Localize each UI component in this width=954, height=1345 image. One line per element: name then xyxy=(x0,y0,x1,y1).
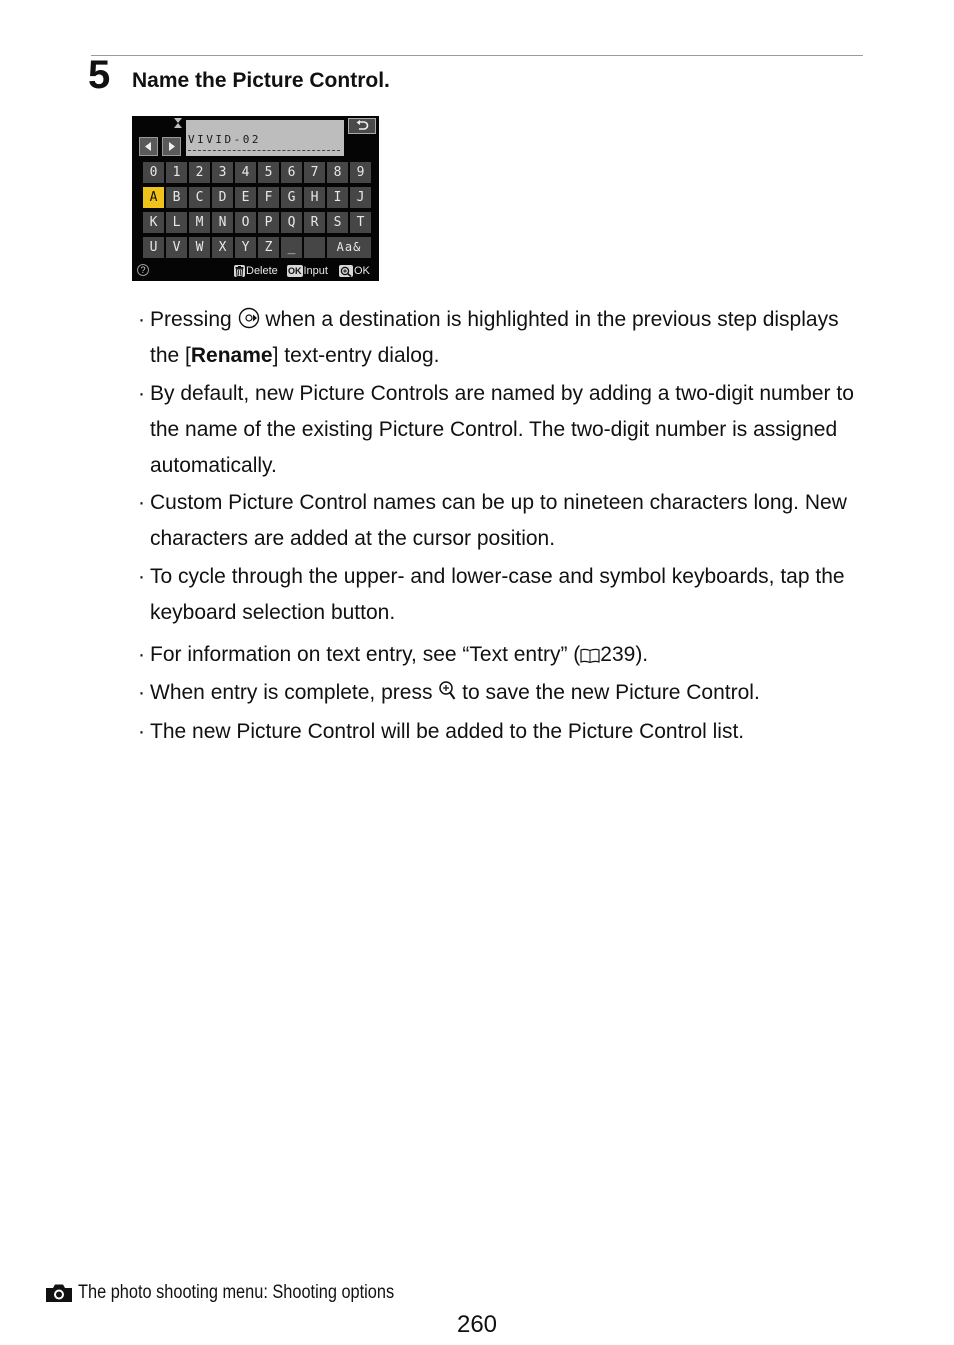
ok-hint-label: OK xyxy=(354,265,370,277)
keyboard-switch-button[interactable]: Aa& xyxy=(327,237,371,258)
bullet-item: · The new Picture Control will be added to the Picture Control list. xyxy=(138,714,858,750)
field-underline xyxy=(188,150,340,151)
key-space[interactable] xyxy=(304,237,325,258)
section-footer: The photo shooting menu: Shooting options xyxy=(78,1282,395,1303)
key[interactable]: J xyxy=(350,187,371,208)
key[interactable]: 0 xyxy=(143,162,164,183)
cursor-icon xyxy=(172,117,184,129)
key[interactable]: L xyxy=(166,212,187,233)
bullet-text: when a destination is highlighted in the previous step displays the [ xyxy=(150,308,839,367)
key[interactable]: Q xyxy=(281,212,302,233)
bullet-text: When entry is complete, press xyxy=(150,681,433,704)
bullet-item: · Custom Picture Control names can be up to nineteen characters long. New characters are added at the cursor position. xyxy=(138,485,858,557)
bullet-text: Pressing xyxy=(150,308,232,331)
multi-selector-right-icon xyxy=(238,307,260,329)
key[interactable]: U xyxy=(143,237,164,258)
back-button[interactable] xyxy=(348,118,376,134)
key[interactable]: 1 xyxy=(166,162,187,183)
key[interactable]: 8 xyxy=(327,162,348,183)
step-title: Name the Picture Control. xyxy=(132,69,390,92)
cursor-left-button[interactable] xyxy=(139,137,158,156)
key-selected[interactable]: A xyxy=(143,187,164,208)
bullet-item: · Pressing when a destination is highlighted in the previous step displays the [Rename] text-entry dialog. xyxy=(138,308,839,367)
key[interactable]: I xyxy=(327,187,348,208)
key[interactable]: O xyxy=(235,212,256,233)
bullet-text: Custom Picture Control names can be up to nineteen characters long. New characters are added at the cursor position. xyxy=(150,491,847,550)
bullet-text: ] text-entry dialog. xyxy=(272,344,440,367)
ok-hint xyxy=(339,265,370,278)
cursor-right-button[interactable] xyxy=(162,137,181,156)
key[interactable]: B xyxy=(166,187,187,208)
bullet-text: By default, new Picture Controls are named by adding a two-digit number to the name of the existing Picture Control. The two-digit number is assigned automatically. xyxy=(150,382,854,477)
key[interactable]: 3 xyxy=(212,162,233,183)
key[interactable]: M xyxy=(189,212,210,233)
key-underscore[interactable]: _ xyxy=(281,237,302,258)
camera-icon xyxy=(45,1283,73,1303)
name-field[interactable] xyxy=(186,120,344,156)
key[interactable]: 6 xyxy=(281,162,302,183)
trash-icon xyxy=(234,265,245,277)
left-arrow-icon xyxy=(144,142,153,151)
bullet-text: to save the new Picture Control. xyxy=(462,681,760,704)
rename-screen xyxy=(132,116,379,281)
input-hint xyxy=(287,265,328,278)
bullet-item: · By default, new Picture Controls are named by adding a two-digit number to the name of the existing Picture Control. The two-digit number is assigned automatically. xyxy=(138,376,858,484)
book-icon xyxy=(580,648,600,664)
bullet-text: The new Picture Control will be added to the Picture Control list. xyxy=(150,720,745,743)
bullet-text: For information on text entry, see “Text entry” ( xyxy=(150,643,581,666)
top-rule xyxy=(91,55,863,56)
zoom-in-button-icon xyxy=(438,680,456,702)
delete-hint-label: Delete xyxy=(246,265,278,277)
key[interactable]: Y xyxy=(235,237,256,258)
return-icon xyxy=(355,120,369,132)
bullet-item: · To cycle through the upper- and lower-case and symbol keyboards, tap the keyboard selection button. xyxy=(138,559,858,631)
key[interactable]: W xyxy=(189,237,210,258)
bullet-text: To cycle through the upper- and lower-case and symbol keyboards, tap the keyboard selection button. xyxy=(150,565,845,624)
key[interactable]: N xyxy=(212,212,233,233)
key[interactable]: 2 xyxy=(189,162,210,183)
zoom-in-icon xyxy=(339,265,353,277)
delete-hint xyxy=(234,265,278,278)
key[interactable]: V xyxy=(166,237,187,258)
bullet-text: ). xyxy=(635,643,649,666)
help-icon[interactable]: ? xyxy=(137,264,149,276)
input-hint-label: Input xyxy=(303,265,328,277)
key[interactable]: 9 xyxy=(350,162,371,183)
page-number: 260 xyxy=(456,1311,498,1338)
page-reference-link[interactable]: 239 xyxy=(600,643,636,666)
key[interactable]: F xyxy=(258,187,279,208)
key[interactable]: P xyxy=(258,212,279,233)
key[interactable]: K xyxy=(143,212,164,233)
bullet-item: · When entry is complete, press to save the new Picture Control. xyxy=(138,681,760,704)
key[interactable]: X xyxy=(212,237,233,258)
key[interactable]: H xyxy=(304,187,325,208)
name-field-value: VIVID-02 xyxy=(188,133,261,146)
key[interactable]: 7 xyxy=(304,162,325,183)
key[interactable]: G xyxy=(281,187,302,208)
bullet-item: · For information on text entry, see “Text entry” ( 239). xyxy=(138,643,649,666)
key[interactable]: T xyxy=(350,212,371,233)
rename-label: Rename xyxy=(190,344,273,367)
key[interactable]: D xyxy=(212,187,233,208)
key[interactable]: 5 xyxy=(258,162,279,183)
ok-button-icon: OK xyxy=(288,266,302,276)
key[interactable]: E xyxy=(235,187,256,208)
key[interactable]: 4 xyxy=(235,162,256,183)
key[interactable]: S xyxy=(327,212,348,233)
key[interactable]: Z xyxy=(258,237,279,258)
key[interactable]: R xyxy=(304,212,325,233)
key[interactable]: C xyxy=(189,187,210,208)
step-number: 5 xyxy=(88,53,111,97)
right-arrow-icon xyxy=(167,142,176,151)
